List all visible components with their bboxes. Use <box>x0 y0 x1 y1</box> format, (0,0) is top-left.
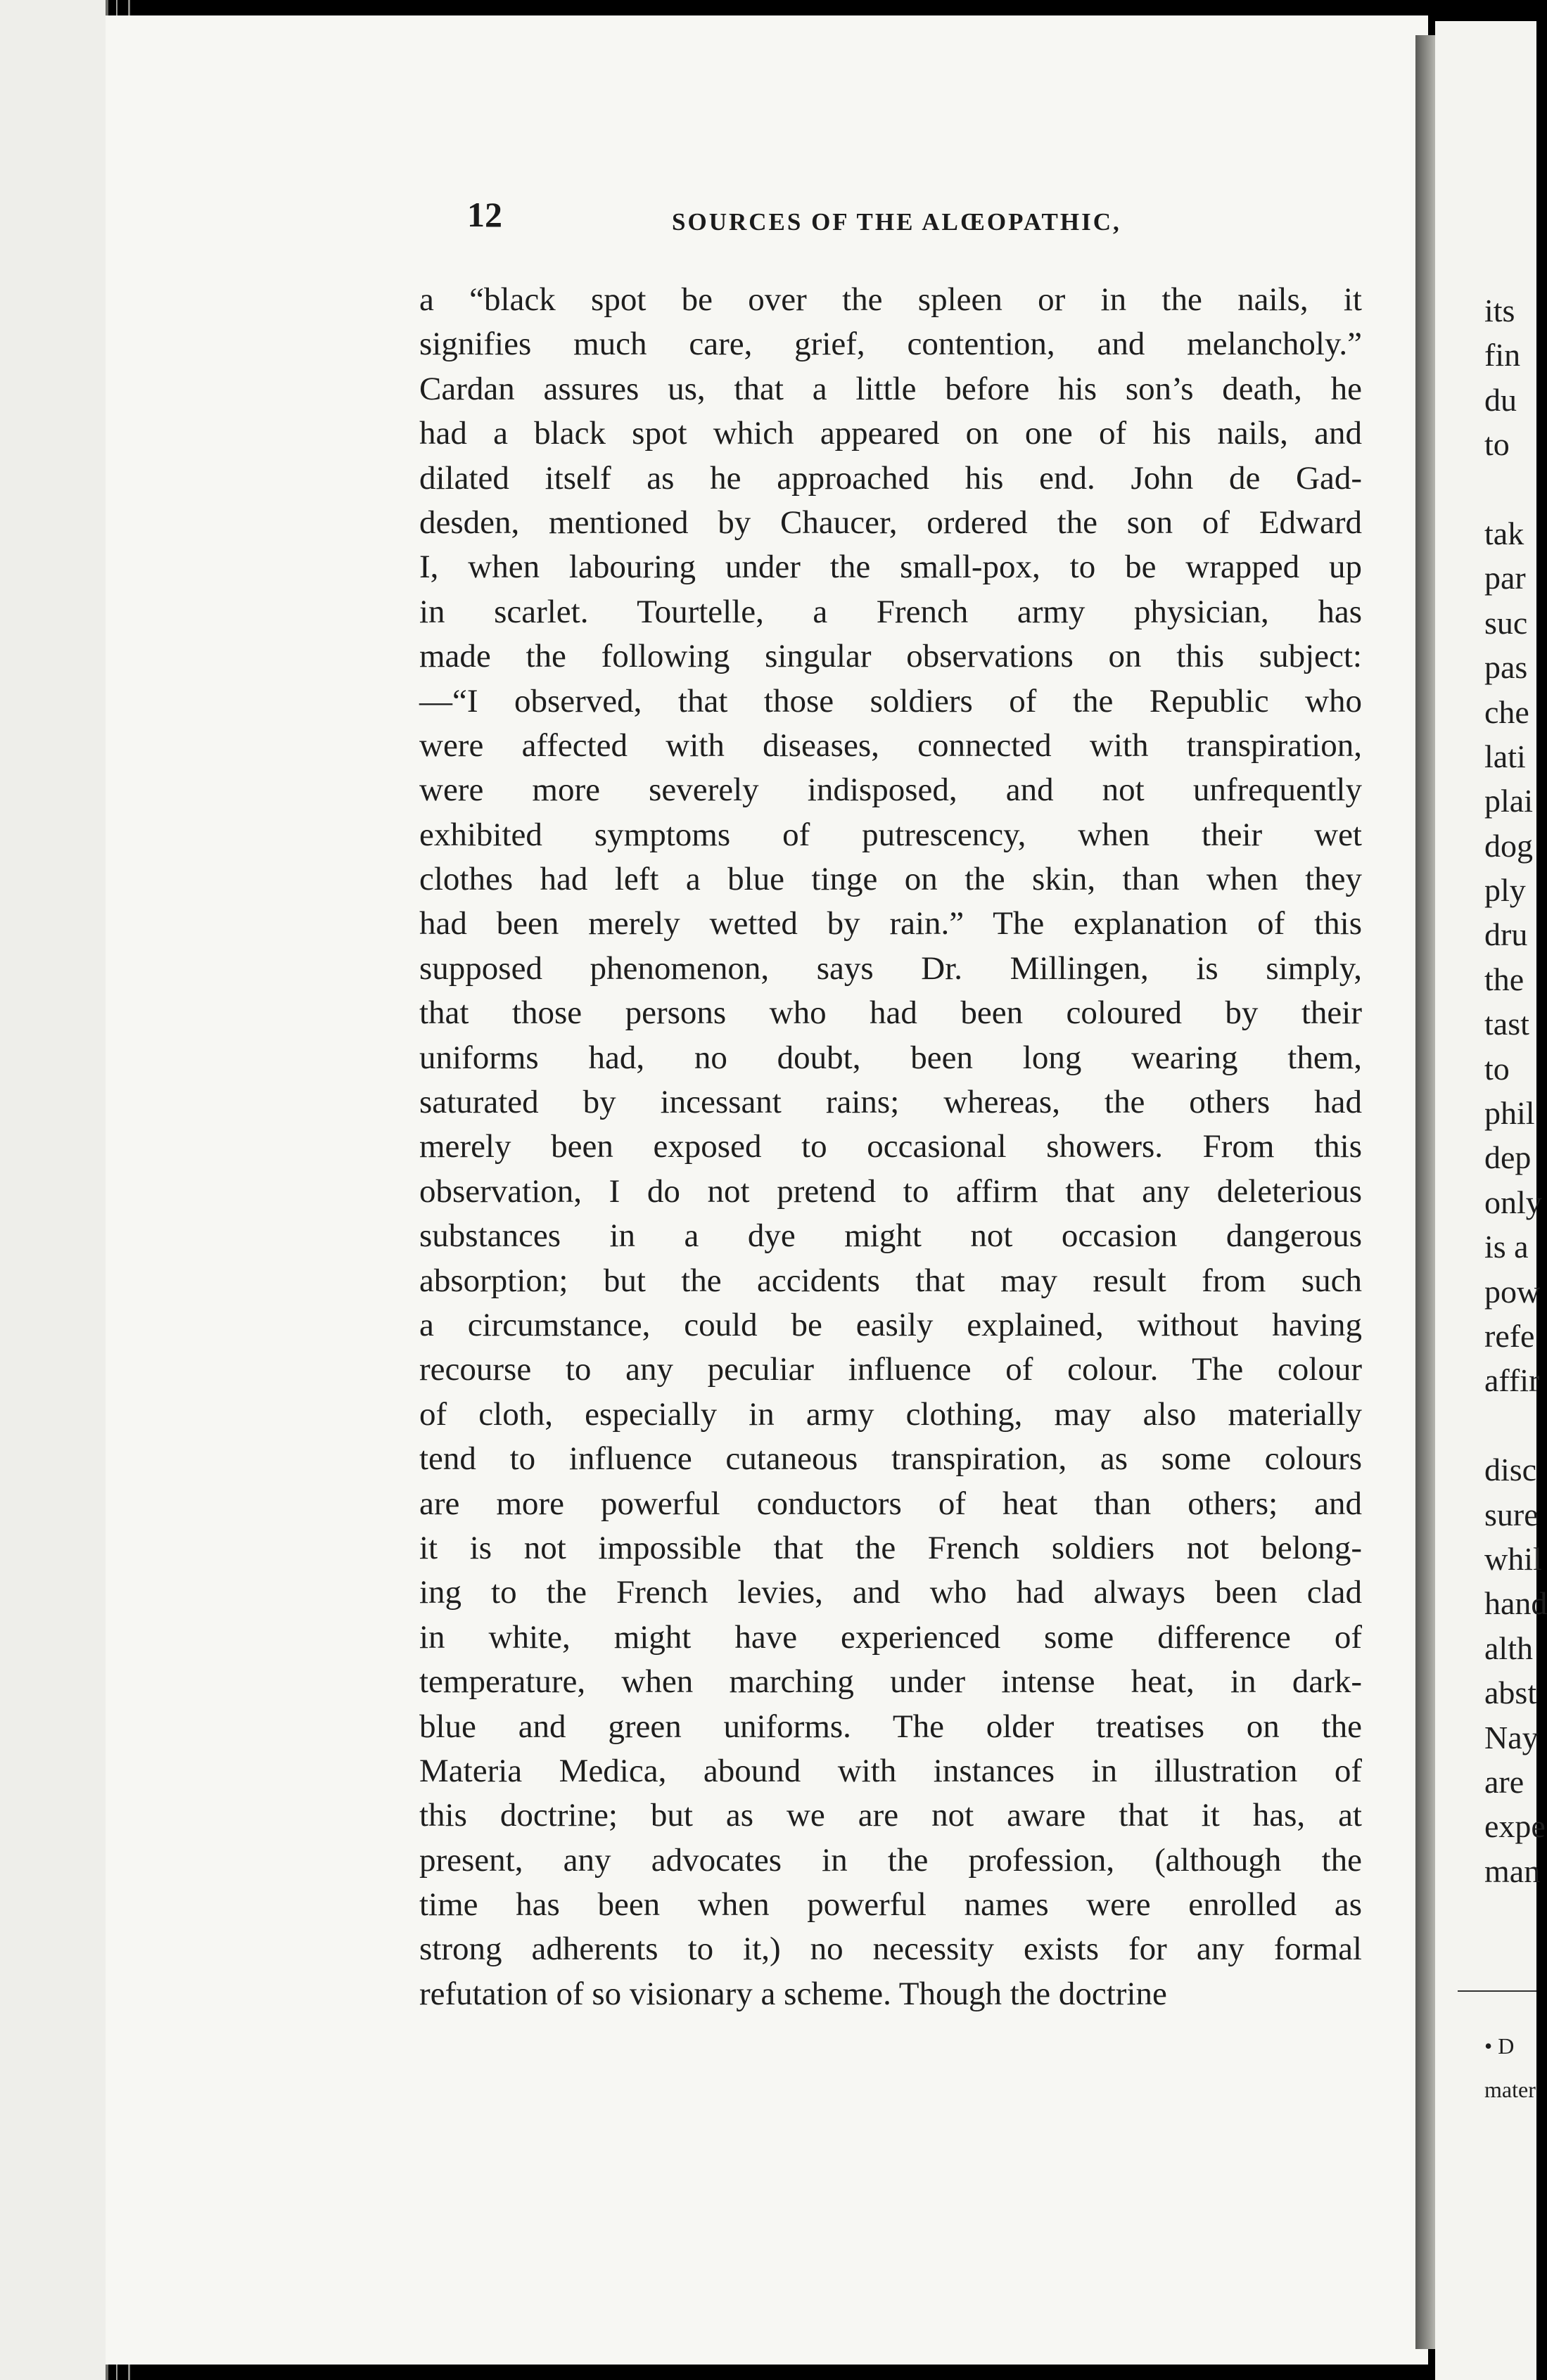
facing-text-fragment: hand <box>1484 1585 1547 1622</box>
left-page-edge <box>0 0 106 2380</box>
text-line: dilated itself as he approached his end. John de Gad- <box>419 459 1362 497</box>
facing-text-fragment: are <box>1484 1763 1524 1800</box>
text-line: signifies much care, grief, contention, and melancholy.” <box>419 326 1362 363</box>
facing-text-fragment: fin <box>1484 337 1521 373</box>
text-line: a “black spot be over the spleen or in the nails, it <box>419 281 1362 318</box>
facing-text-fragment: to <box>1484 426 1510 463</box>
text-line: in white, might have experienced some difference of <box>419 1618 1362 1656</box>
text-line: —“I observed, that those soldiers of the Republic who <box>419 682 1362 719</box>
facing-page-footnote <box>1484 2024 1536 2111</box>
facing-text-fragment: dru <box>1484 916 1528 953</box>
text-line: had a black spot which appeared on one of his nails, and <box>419 415 1362 452</box>
facing-text-fragment: alth <box>1484 1630 1533 1666</box>
facing-text-fragment: expe <box>1484 1808 1546 1845</box>
facing-text-fragment: is a <box>1484 1229 1529 1265</box>
text-line: of cloth, especially in army clothing, may also materially <box>419 1395 1362 1433</box>
facing-text-fragment <box>1484 467 1536 511</box>
facing-text-fragment: pas <box>1484 649 1528 686</box>
text-line: desden, mentioned by Chaucer, ordered the son of Edward <box>419 504 1362 541</box>
facing-text-fragment: abst <box>1484 1675 1537 1711</box>
body-paragraph <box>419 278 1362 2016</box>
text-line: a circumstance, could be easily explained, without having <box>419 1306 1362 1343</box>
text-line: blue and green uniforms. The older treatises on the <box>419 1708 1362 1745</box>
text-line: uniforms had, no doubt, been long wearing them, <box>419 1039 1362 1076</box>
facing-text-fragment: affir <box>1484 1362 1540 1399</box>
facing-text-fragment <box>1484 1403 1536 1447</box>
facing-text-fragment: pow <box>1484 1273 1541 1310</box>
text-line: it is not impossible that the French soldiers not belong- <box>419 1529 1362 1566</box>
facing-text-fragment: plai <box>1484 783 1533 819</box>
facing-text-fragment: to <box>1484 1050 1510 1087</box>
text-line: refutation of so visionary a scheme. Though the doctrine <box>419 1975 1167 2012</box>
facing-text-fragment: suc <box>1484 604 1528 641</box>
text-line: made the following singular observations on this subject: <box>419 638 1362 675</box>
text-line: temperature, when marching under intense heat, in dark- <box>419 1663 1362 1701</box>
facing-text-fragment: phil <box>1484 1095 1535 1132</box>
facing-text-fragment: du <box>1484 381 1517 418</box>
text-line: are more powerful conductors of heat than others; and <box>419 1485 1362 1522</box>
text-line: this doctrine; but as we are not aware that it has, at <box>419 1797 1362 1834</box>
facing-text-fragment: lati <box>1484 738 1526 774</box>
facing-text-fragment: par <box>1484 560 1526 596</box>
facing-page-text <box>1484 288 1547 1893</box>
facing-text-fragment: sure <box>1484 1496 1539 1533</box>
text-line: that those persons who had been coloured by their <box>419 994 1362 1032</box>
text-line: had been merely wetted by rain.” The explanation of this <box>419 905 1362 942</box>
facing-footnote-fragment: mater <box>1484 2077 1536 2102</box>
text-line: clothes had left a blue tinge on the skin, than when they <box>419 861 1362 898</box>
text-line: absorption; but the accidents that may result from such <box>419 1262 1362 1299</box>
footnote-rule <box>1458 1990 1536 1992</box>
facing-text-fragment: its <box>1484 293 1515 328</box>
facing-text-fragment: dog <box>1484 827 1533 864</box>
text-line: tend to influence cutaneous transpiration, as some colours <box>419 1440 1362 1478</box>
facing-text-fragment: disc <box>1484 1452 1537 1488</box>
facing-text-fragment: tak <box>1484 515 1524 551</box>
facing-text-fragment: the <box>1484 961 1524 997</box>
text-line: saturated by incessant rains; whereas, the others had <box>419 1084 1362 1121</box>
text-line: present, any advocates in the profession, (although the <box>419 1841 1362 1879</box>
facing-text-fragment: only <box>1484 1184 1542 1220</box>
text-line: in scarlet. Tourtelle, a French army physician, has <box>419 593 1362 630</box>
text-line: I, when labouring under the small-pox, to be wrapped up <box>419 549 1362 586</box>
facing-text-fragment: ply <box>1484 872 1526 909</box>
facing-text-fragment: tast <box>1484 1006 1529 1042</box>
text-line: recourse to any peculiar influence of colour. The colour <box>419 1351 1362 1388</box>
text-line: were affected with diseases, connected with transpiration, <box>419 727 1362 764</box>
text-line: exhibited symptoms of putrescency, when their wet <box>419 816 1362 853</box>
page-fold-shadow <box>1415 35 1435 2349</box>
facing-text-fragment: Nay <box>1484 1719 1539 1755</box>
facing-footnote-fragment: • D <box>1484 2033 1515 2059</box>
facing-text-fragment: refe <box>1484 1317 1535 1354</box>
text-line: merely been exposed to occasional showers. From this <box>419 1128 1362 1165</box>
page-number: 12 <box>467 195 502 234</box>
text-line: time has been when powerful names were enrolled as <box>419 1886 1362 1924</box>
text-line: ing to the French levies, and who had always been clad <box>419 1574 1362 1611</box>
text-line: Cardan assures us, that a little before his son’s death, he <box>419 370 1362 407</box>
facing-text-fragment: dep <box>1484 1139 1532 1176</box>
running-head: SOURCES OF THE ALŒOPATHIC, <box>672 208 1121 236</box>
text-line: were more severely indisposed, and not unfrequently <box>419 772 1362 809</box>
text-line: observation, I do not pretend to affirm that any deleterious <box>419 1172 1362 1210</box>
text-line: supposed phenomenon, says Dr. Millingen, is simply, <box>419 949 1362 987</box>
facing-text-fragment: man <box>1484 1853 1541 1889</box>
text-line: strong adherents to it,) no necessity exists for any formal <box>419 1931 1362 1968</box>
facing-text-fragment: whil <box>1484 1540 1542 1577</box>
text-line: substances in a dye might not occasion dangerous <box>419 1217 1362 1255</box>
facing-text-fragment: che <box>1484 693 1529 730</box>
text-line: Materia Medica, abound with instances in illustration of <box>419 1752 1362 1789</box>
